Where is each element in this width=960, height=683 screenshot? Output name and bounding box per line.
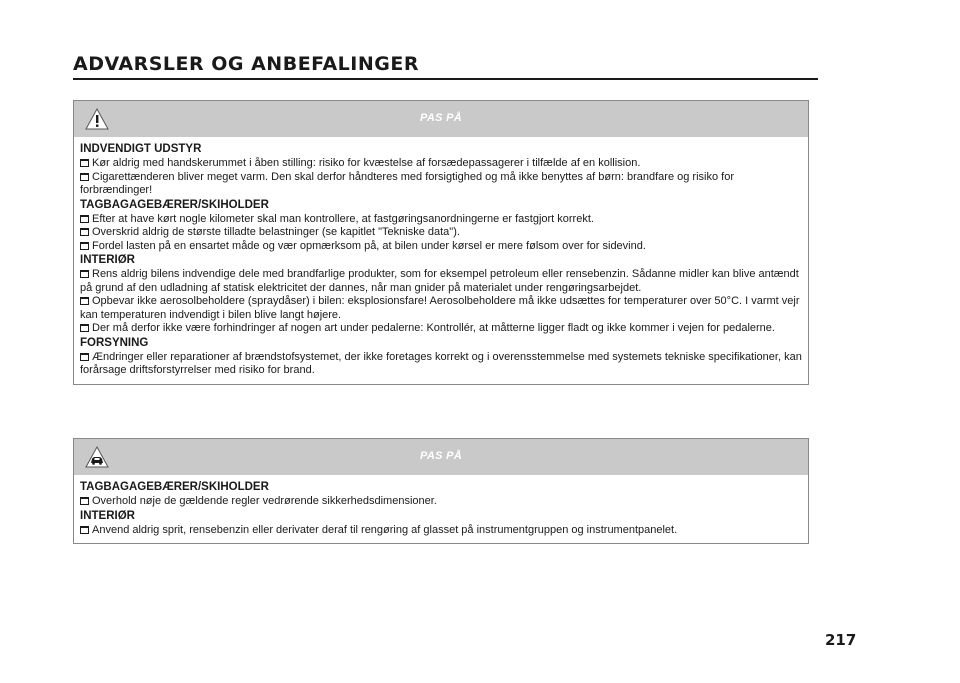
section-heading: TAGBAGAGEBÆRER/SKIHOLDER [80, 198, 269, 211]
warning-box-1-body [74, 137, 808, 384]
page-number: 217 [825, 631, 857, 649]
bullet-icon [80, 270, 89, 278]
list-item: Der må derfor ikke være forhindringer af nogen art under pedalerne: Kontrollér, at måtterne ligger fladt og ikke kommer i vejen for pedalerne. [80, 322, 802, 336]
page-header [73, 52, 818, 80]
section-heading: TAGBAGAGEBÆRER/SKIHOLDER [80, 481, 269, 493]
warning-box-2-body [74, 475, 808, 543]
list-item: Opbevar ikke aerosolbeholdere (spraydåser) i bilen: eksplosionsfare! Aerosolbeholdere må ikke udsættes for temperaturer over 50°C. I varmt vejr kan temperaturen indvendigt i bilen blive langt højere. [80, 295, 800, 321]
bullet-icon [80, 526, 89, 534]
bullet-icon [80, 228, 89, 236]
list-item: Ændringer eller reparationer af brændstofsystemet, der ikke foretages korrekt og i overensstemmelse med systemets tekniske specifikationer, kan forårsage driftsforstyrrelser med risiko for brand. [80, 350, 802, 376]
list-item: Rens aldrig bilens indvendige dele med brandfarlige produkter, som for eksempel petroleum eller rensebenzin. Sådanne midler kan blive antændt på grund af den udladning af statisk elektricitet der dannes, når man gnider på materialet under rengøringsarbejdet. [80, 268, 799, 294]
list-item: Efter at have kørt nogle kilometer skal man kontrollere, at fastgøringsanordningerne er fastgjort korrekt. [80, 213, 802, 227]
list-item: Cigarettænderen bliver meget varm. Den skal derfor håndteres med forsigtighed og må ikke benyttes af børn: brandfare og risiko for forbrændinger! [80, 170, 734, 196]
section-heading: INDVENDIGT UDSTYR [80, 143, 202, 155]
bullet-icon [80, 159, 89, 167]
bullet-icon [80, 173, 89, 181]
warning-box-1-header [74, 101, 808, 137]
warning-box-2-header [74, 439, 808, 475]
warning-box-1-title: PAS PÅ [420, 112, 462, 124]
page-title: ADVARSLER OG ANBEFALINGER [73, 53, 419, 75]
list-item: Fordel lasten på en ensartet måde og vær opmærksom på, at bilen under kørsel er mere følsom over for sidevind. [80, 240, 802, 254]
title-rule [73, 78, 818, 80]
section-heading: INTERIØR [80, 254, 135, 266]
warning-box-2-title: PAS PÅ [420, 450, 462, 462]
section-heading: FORSYNING [80, 336, 149, 349]
section-heading: INTERIØR [80, 509, 135, 522]
warning-box-1 [73, 100, 809, 385]
list-item: Kør aldrig med handskerummet i åben stilling: risiko for kvæstelse af forsædepassagerer i tilfælde af en kollision. [80, 157, 802, 171]
bullet-icon [80, 297, 89, 305]
warning-box-2 [73, 438, 809, 544]
bullet-icon [80, 242, 89, 250]
bullet-icon [80, 324, 89, 332]
bullet-icon [80, 215, 89, 223]
list-item: Overhold nøje de gældende regler vedrørende sikkerhedsdimensioner. [80, 495, 802, 509]
bullet-icon [80, 497, 89, 505]
list-item: Anvend aldrig sprit, rensebenzin eller derivater deraf til rengøring af glasset på instrumentgruppen og instrumentpanelet. [80, 524, 802, 538]
list-item: Overskrid aldrig de største tilladte belastninger (se kapitlet "Tekniske data"). [80, 226, 802, 240]
bullet-icon [80, 353, 89, 361]
